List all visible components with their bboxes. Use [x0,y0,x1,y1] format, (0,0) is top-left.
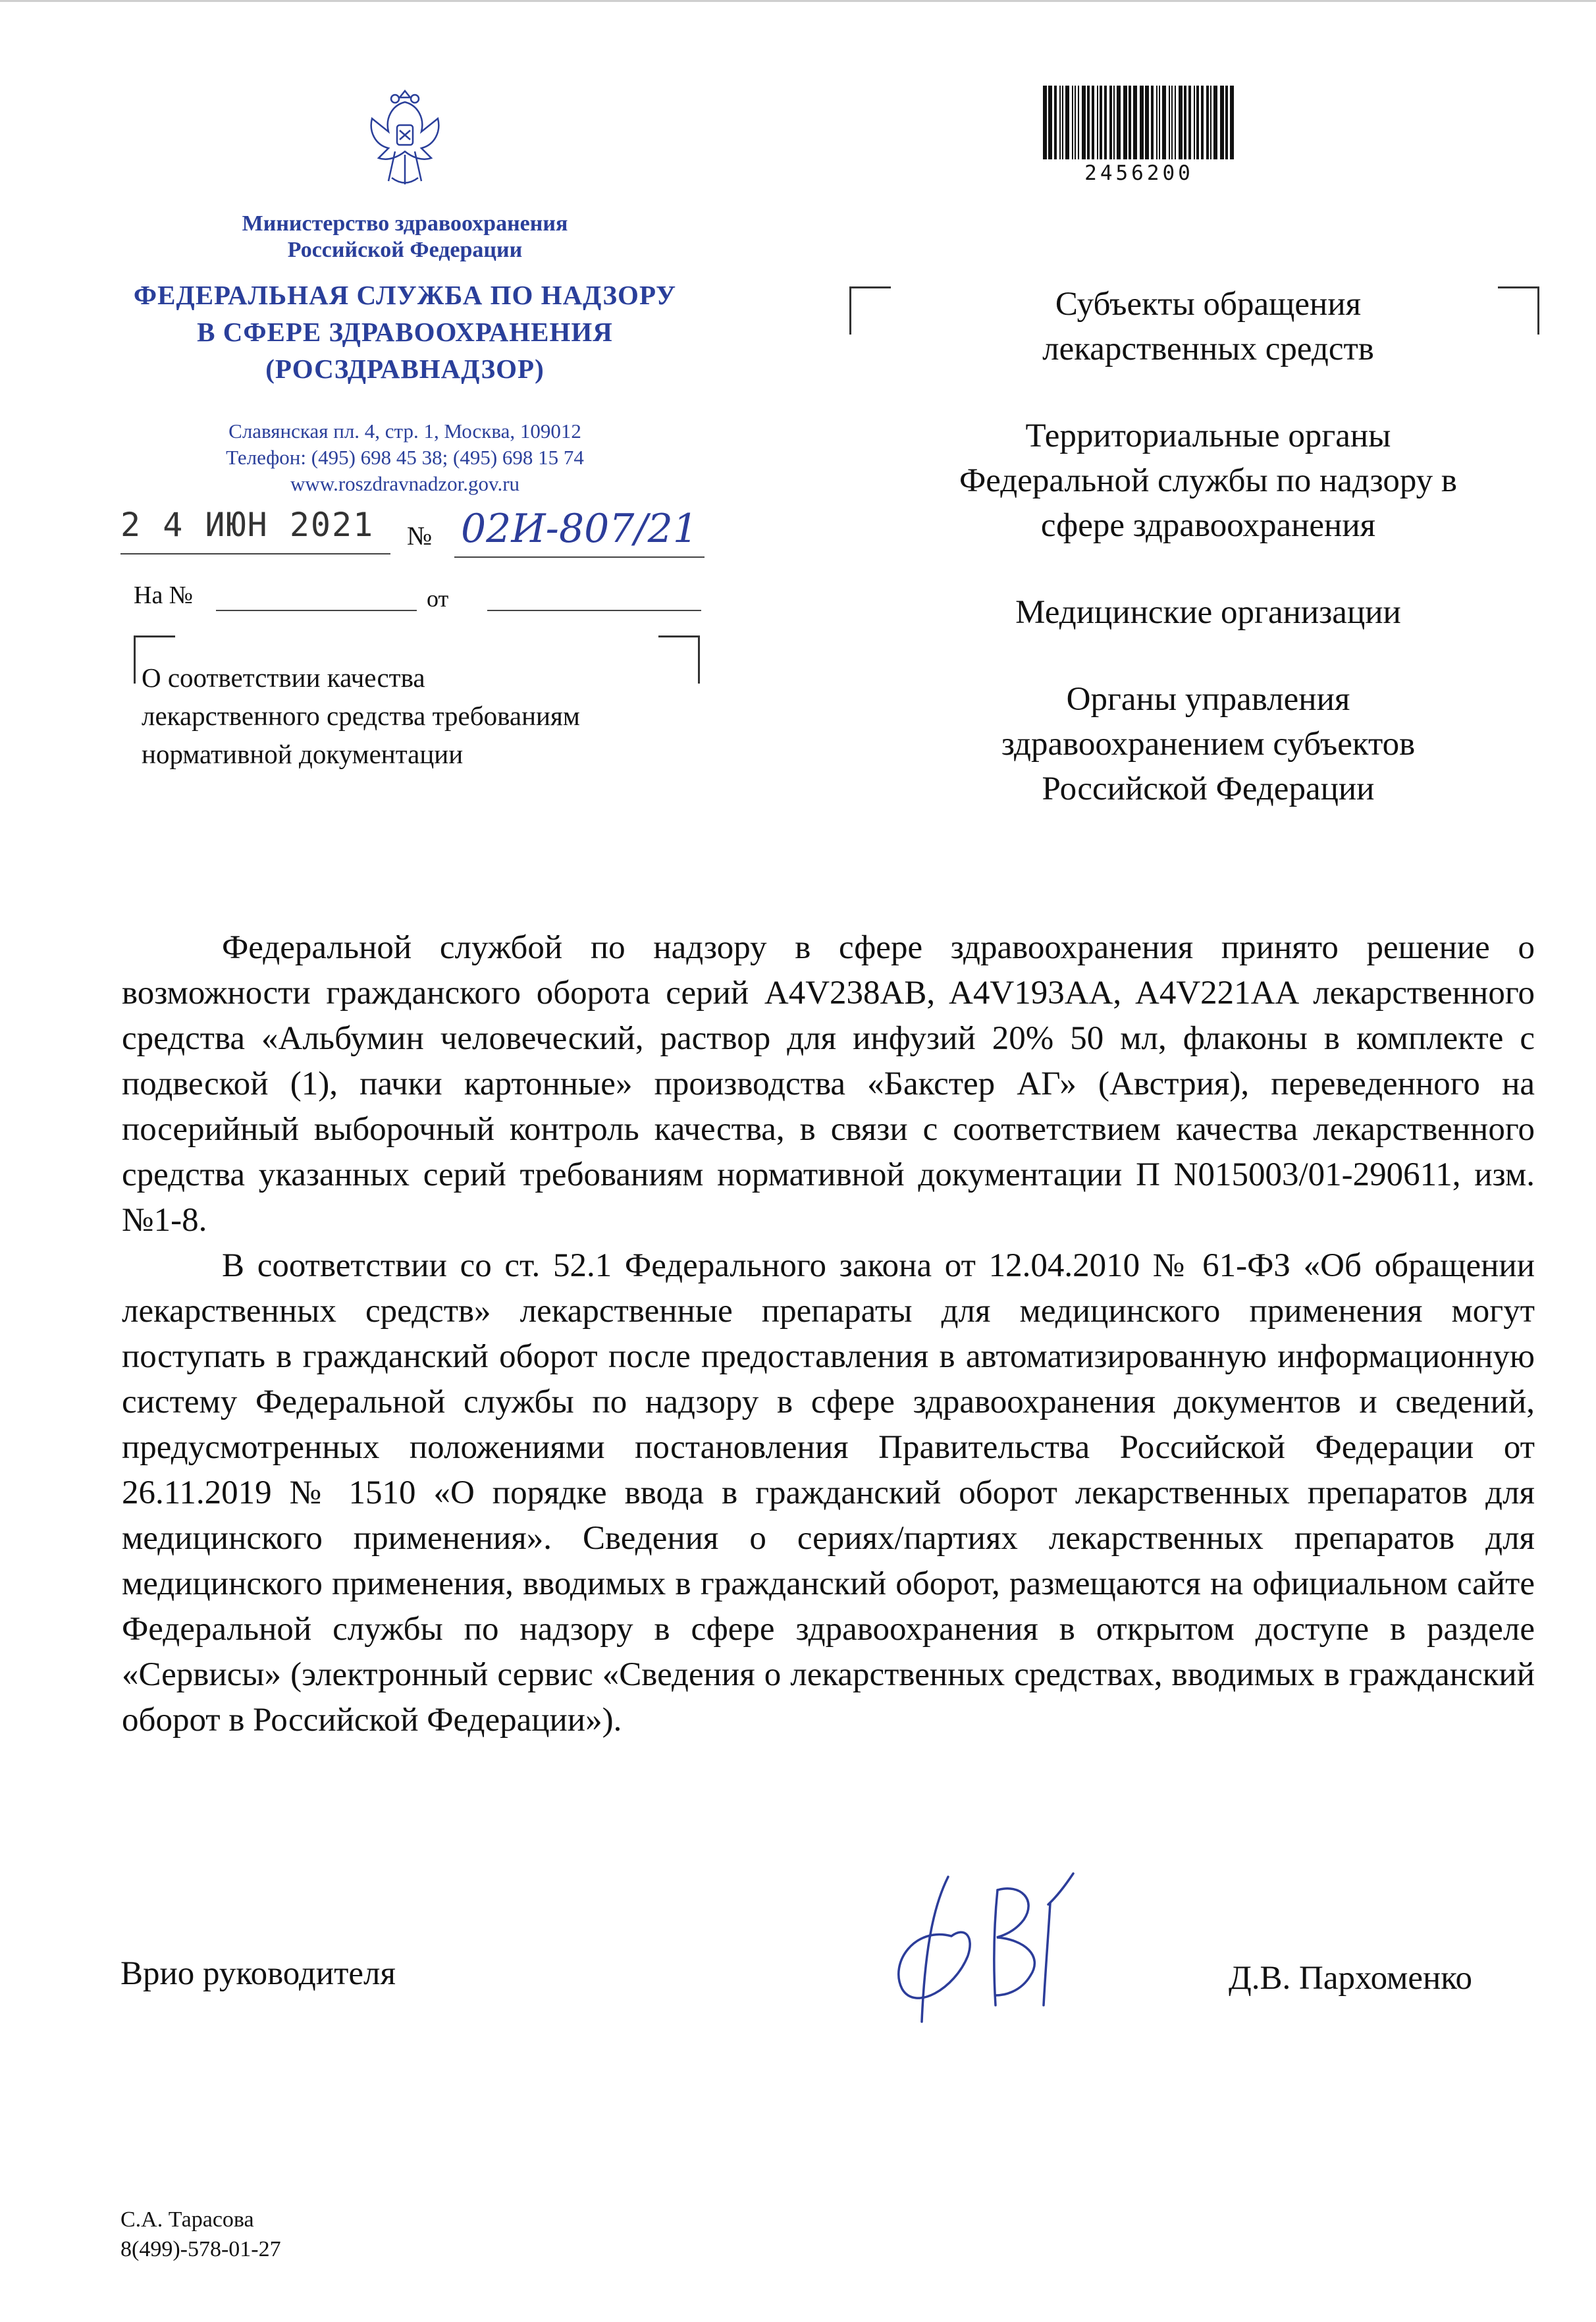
barcode-bar [1188,86,1191,159]
barcode-bar [1206,86,1209,159]
barcode-bar [1162,86,1166,159]
barcode-bar [1075,86,1076,159]
outgoing-number: 02И-807/21 [461,506,699,552]
reply-to-underline [216,610,417,611]
coat-of-arms-icon [359,79,451,198]
sender-phone: Телефон: (495) 698 45 38; (495) 698 15 74 [226,446,584,469]
barcode-bar [1048,86,1052,159]
barcode-bar [1194,86,1195,159]
barcode-bar [1175,86,1176,159]
ministry-line-2: Российской Федерации [287,238,523,262]
barcode-bar [1104,86,1107,159]
service-line-1: ФЕДЕРАЛЬНАЯ СЛУЖБА ПО НАДЗОРУ [133,280,677,310]
barcode-bar [1097,86,1098,159]
reply-to-label: На № [134,581,194,609]
from-label: от [427,585,449,612]
sender-address: Славянская пл. 4, стр. 1, Москва, 109012 [228,419,581,443]
recipient-line: сфере здравоохранения [1040,507,1376,544]
barcode-bar [1043,86,1047,159]
executor-info [120,2205,281,2264]
subject-line-2: лекарственного средства требованиям [142,701,580,731]
barcode-bar [1065,86,1069,159]
barcode-bar [1092,86,1094,159]
from-underline [487,610,701,611]
recipient-item [876,414,1541,548]
barcode-bar [1210,86,1211,159]
number-sign: № [407,521,433,551]
number-underline [454,556,705,558]
barcode-bar [1059,86,1061,159]
recipient-line: Территориальные органы [1025,418,1391,454]
date-stamp: 2 4 ИЮН 2021 [120,506,375,544]
barcode-bar [1156,86,1157,159]
recipient-line: Федеральной службы по надзору в [959,462,1457,499]
subject-line-3: нормативной документации [142,739,464,769]
barcode-bar [1145,86,1149,159]
barcode-bar [1117,86,1121,159]
recipient-item [876,590,1541,635]
recipient-item [876,677,1541,811]
barcode-bar [1213,86,1217,159]
handwritten-signature-icon [876,1864,1093,2028]
date-underline [120,553,390,554]
letter-subject [142,659,721,773]
barcode-bar [1151,86,1154,159]
body-paragraph-2: В соответствии со ст. 52.1 Федерального закона от 12.04.2010 № 61-ФЗ «Об обращении лекарственных средств» лекарственные препараты для медицинского применения могут поступать в гражданский оборот после предоставления в автоматизированную информационную систему Федеральной службы по надзору в сфере здравоохранения документов и сведений, предусмотренных положениями постановления Правительства Российской Федерации от 26.11.2019 № 1510 «О порядке ввода в гражданский оборот лекарственных препаратов для медицинского применения». Сведения о сериях/партиях лекарственных препаратов для медицинского применения, вводимых в гражданский оборот, размещаются на официальном сайте Федеральной службы по надзору в сфере здравоохранения в открытом доступе в разделе «Сервисы» (электронный сервис «Сведения о лекарственных средствах, вводимых в гражданский оборот в Российской Федерации»). [122,1247,1535,1739]
barcode-bar [1171,86,1173,159]
signatory-name: Д.В. Пархоменко [1229,1960,1472,1997]
service-name [99,277,711,387]
recipients-block [876,282,1541,853]
top-edge-rule [0,0,1596,2]
barcode-bar [1109,86,1112,159]
recipient-item [876,282,1541,371]
ministry-name [125,211,685,263]
service-line-3: (РОСЗДРАВНАДЗОР) [265,354,545,384]
signatory-position: Врио руководителя [120,1955,396,1992]
executor-name: С.А. Тарасова [120,2207,254,2232]
barcode-bar [1113,86,1115,159]
barcode-bar [1184,86,1186,159]
barcode-bar [1129,86,1131,159]
barcode-bar [1133,86,1137,159]
sender-contacts [125,418,685,497]
barcode-bar [1225,86,1228,159]
barcode-bar [1123,86,1127,159]
service-line-2: В СФЕРЕ ЗДРАВООХРАНЕНИЯ [197,317,613,347]
recipient-line: Российской Федерации [1042,770,1375,807]
barcode-number: 2456200 [1084,161,1194,185]
barcode-bar [1196,86,1199,159]
barcode-bar [1140,86,1144,159]
barcode-bar [1082,86,1086,159]
barcode-bar [1169,86,1170,159]
letter-body [122,925,1535,1743]
barcode-bar [1201,86,1204,159]
barcode-bar [1054,86,1057,159]
subject-line-1: О соответствии качества [142,662,425,693]
recipient-line: Субъекты обращения [1055,286,1362,323]
recipient-line: Органы управления [1066,681,1350,718]
barcode-bar [1230,86,1234,159]
body-paragraph-1: Федеральной службой по надзору в сфере здравоохранения принято решение о возможности гражданского оборота серий A4V238AB, A4V193AA, A4V221AA лекарственного средства «Альбумин человеческий, раствор для инфузий 20% 50 мл, флаконы в комплекте с подвеской (1), пачки картонные» производства «Бакстер АГ» (Австрия), переведенного на посерийный выборочный контроль качества, в связи с соответствием качества лекарственного средства указанных серий требованиям нормативной документации П N015003/01-290611, изм. №1-8. [122,929,1535,1239]
barcode-bar [1220,86,1224,159]
ministry-line-1: Министерство здравоохранения [242,211,568,236]
barcode-bar [1159,86,1160,159]
barcode-bar [1072,86,1073,159]
barcode-bar [1062,86,1063,159]
recipient-line: Медицинские организации [1015,594,1401,631]
barcode-bar [1078,86,1079,159]
recipient-line: лекарственных средств [1042,331,1374,367]
barcode-bar [1087,86,1090,159]
recipient-line: здравоохранением субъектов [1001,726,1416,763]
barcode-bar [1179,86,1183,159]
sender-website: www.roszdravnadzor.gov.ru [290,472,520,495]
barcode-icon [1040,86,1238,159]
executor-phone: 8(499)-578-01-27 [120,2237,281,2261]
barcode-bar [1100,86,1102,159]
